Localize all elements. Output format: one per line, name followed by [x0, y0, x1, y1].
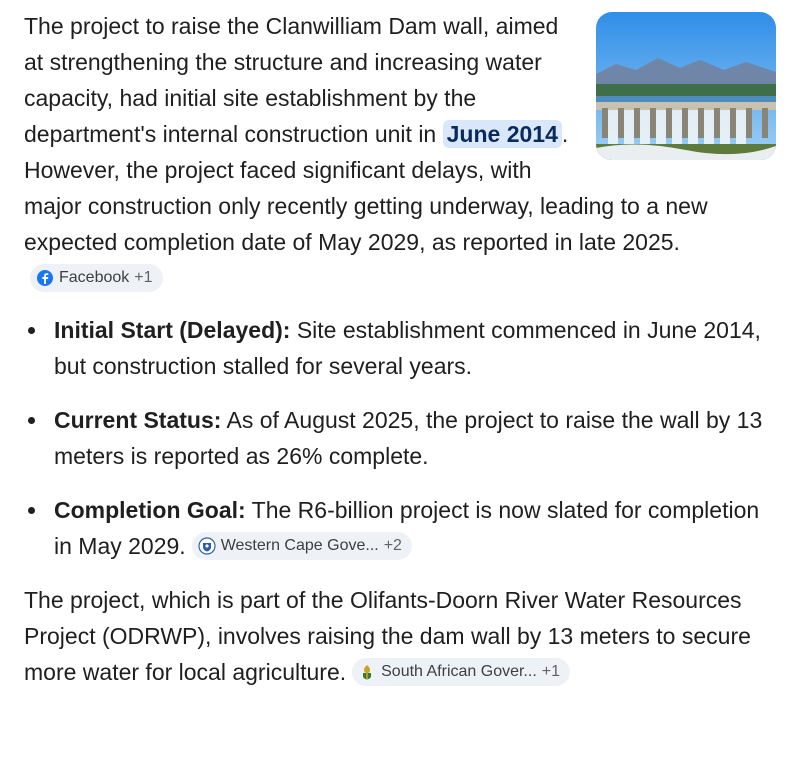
western-cape-crest-icon	[198, 537, 216, 555]
source-chip-label: South African Gover...	[381, 662, 537, 680]
closing-paragraph	[24, 582, 780, 690]
intro-text-after: . However, the project faced significant delays, with major construction only recently getting underway, leading to a new expected completion date of May 2029, as reported in late 2025.	[24, 121, 708, 255]
source-chip-count: +1	[541, 662, 561, 680]
bullet-title: Completion Goal:	[54, 497, 246, 523]
bullet-dot	[28, 507, 35, 514]
sa-coat-of-arms-icon	[358, 663, 376, 681]
source-chip-label: Facebook	[59, 268, 130, 286]
source-chip-facebook[interactable]	[30, 264, 163, 292]
list-item	[24, 402, 780, 474]
bullet-text: Site establishment commenced in June 2014, but construction stalled for several years.	[54, 317, 761, 379]
source-chip-label: Western Cape Gove...	[220, 536, 379, 554]
list-item	[24, 492, 780, 564]
bullet-text: As of August 2025, the project to raise the wall by 13 meters is reported as 26% complete.	[54, 407, 763, 469]
dam-thumbnail[interactable]	[596, 12, 776, 160]
facebook-icon	[36, 269, 54, 287]
bullet-text: The R6-billion project is now slated for completion in May 2029.	[54, 497, 760, 559]
source-chip-count: +2	[383, 536, 402, 554]
list-item	[24, 312, 780, 384]
intro-text-before: The project to raise the Clanwilliam Dam wall, aimed at strengthening the structure and increasing water capacity, had initial site establishment by the department's internal construction unit in	[24, 13, 559, 147]
source-chip-western-cape[interactable]	[192, 532, 412, 560]
bullet-title: Initial Start (Delayed):	[54, 317, 291, 343]
dam-photo-icon	[596, 12, 776, 160]
closing-text: The project, which is part of the Olifants-Doorn River Water Resources Project (ODRWP), involves raising the dam wall by 13 meters to secure more water for local agriculture.	[24, 587, 751, 685]
source-chip-south-african-gov[interactable]	[352, 658, 570, 686]
bullet-dot	[28, 327, 35, 334]
bullet-title: Current Status:	[54, 407, 222, 433]
answer-content	[24, 8, 780, 690]
bullet-dot	[28, 417, 35, 424]
bullet-list	[24, 312, 780, 564]
source-chip-count: +1	[134, 268, 153, 286]
highlighted-date: June 2014	[443, 120, 562, 148]
